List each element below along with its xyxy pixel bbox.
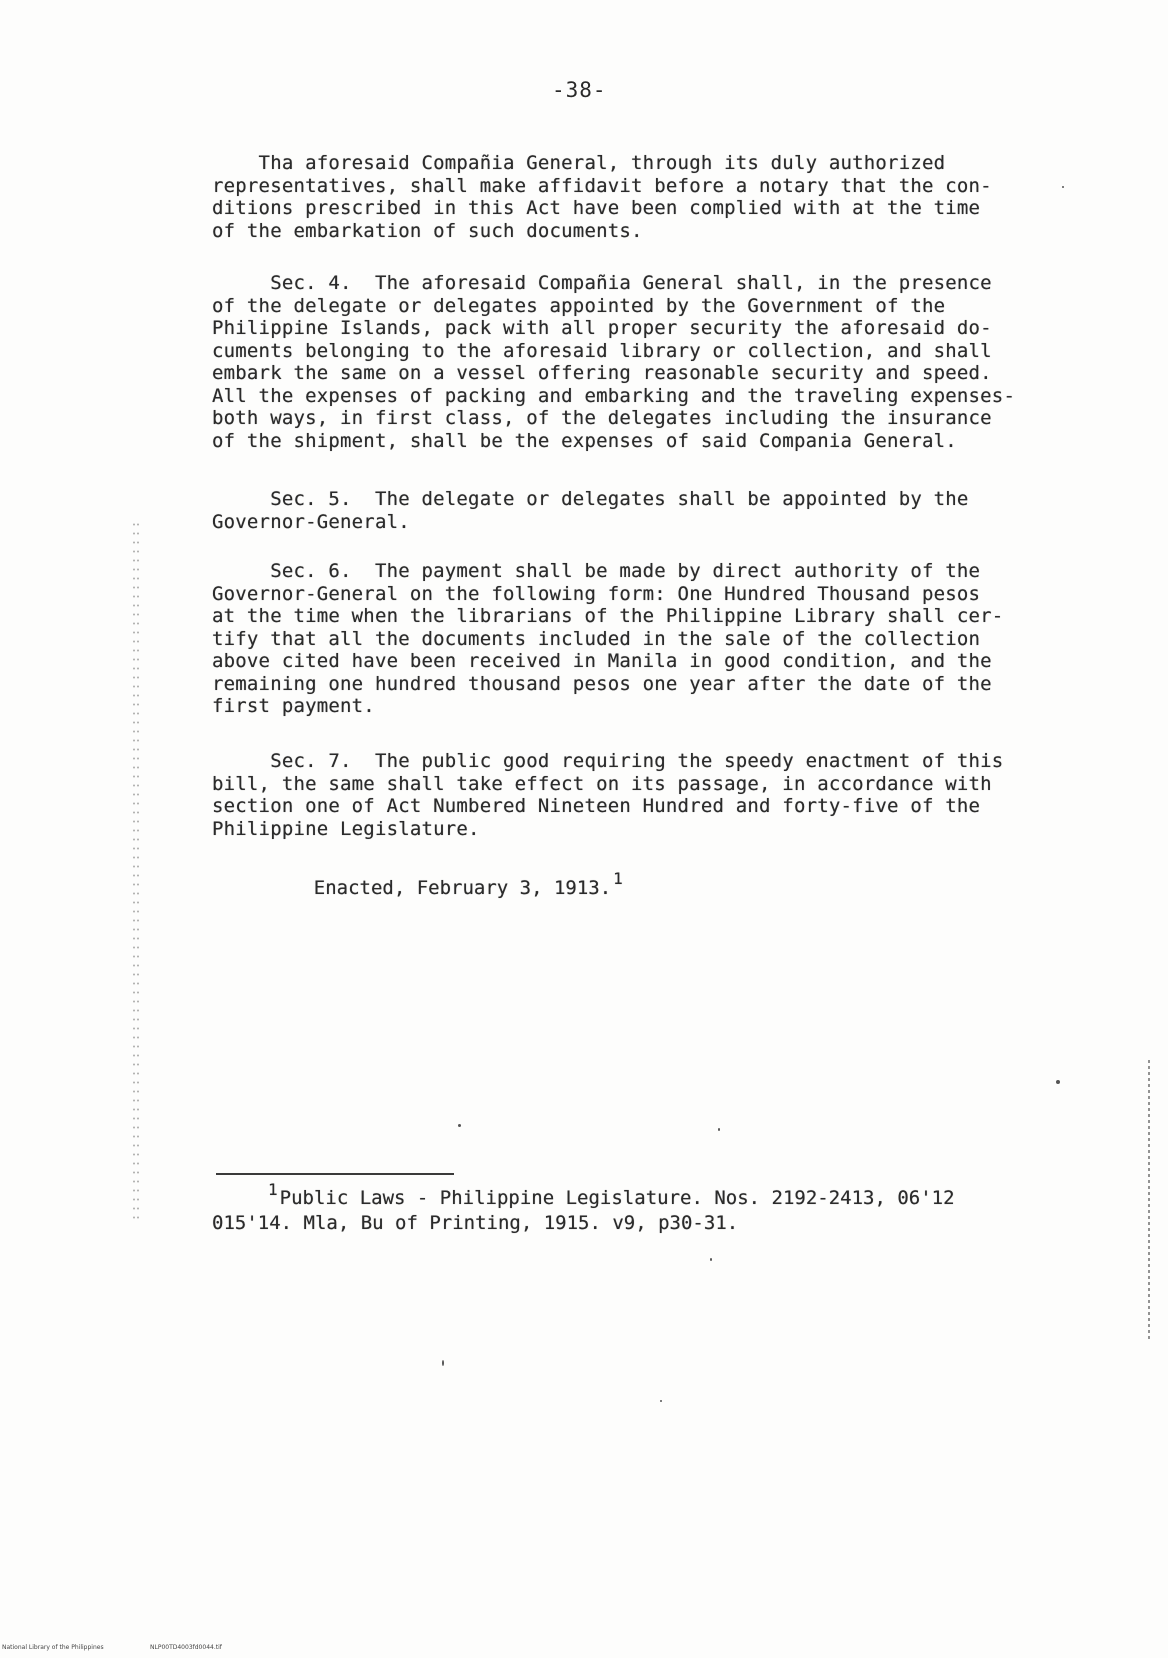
- paragraph-section-5: Sec. 5. The delegate or delegates shall be appointed by the Governor-General.: [212, 488, 969, 533]
- page-number: -38-: [552, 78, 607, 102]
- scan-speck: [458, 1124, 461, 1127]
- enactment-text: Enacted, February 3, 1913.: [268, 877, 612, 899]
- enactment-date: [268, 868, 623, 899]
- scan-speck: [710, 1258, 712, 1261]
- footnote-line-2: 015'14. Mla, Bu of Printing, 1915. v9, p30-31.: [212, 1212, 739, 1234]
- paragraph-section-4: Sec. 4. The aforesaid Compañia General shall, in the presence of the delegate or delegates appointed by the Government of the Philippine Islands, pack with all proper security the aforesaid do- cuments belonging to the aforesaid library or collection, and shall embark the same on a vessel offering reasonable security and speed. All the expenses of packing and embarking and the traveling expenses- both ways, in first class, of the delegates including the insurance of the shipment, shall be the expenses of said Compania General.: [212, 272, 1016, 452]
- scan-edge-noise-right: [1148, 1060, 1150, 1340]
- paragraph-affidavit: Tha aforesaid Compañia General, through its duly authorized representatives, shall make affidavit before a notary that the con- ditions prescribed in this Act have been complied with at the time of the embarkation of such documents.: [212, 152, 992, 242]
- scan-speck: [1062, 186, 1064, 188]
- scan-speck: [442, 1360, 444, 1366]
- footnote-reference: 1: [613, 869, 623, 888]
- scan-edge-noise-left: [132, 520, 140, 1220]
- footnote: [212, 1180, 955, 1235]
- paragraph-section-7: Sec. 7. The public good requiring the speedy enactment of this bill, the same shall take effect on its passage, in accordance with section one of Act Numbered Nineteen Hundred and forty-five of the Philippine Legislature.: [212, 750, 1004, 840]
- scan-file-id: NLP00TD4003fd0044.tif: [150, 1644, 222, 1651]
- scan-speck: [1056, 1080, 1060, 1084]
- footnote-divider: [216, 1173, 454, 1175]
- scan-speck: [718, 1128, 720, 1131]
- footnote-mark: 1: [268, 1180, 278, 1199]
- scan-speck: [660, 1400, 662, 1402]
- footnote-line-1: Public Laws - Philippine Legislature. Nos. 2192-2413, 06'12: [279, 1187, 955, 1209]
- scan-institution-label: National Library of the Philippines: [2, 1644, 104, 1651]
- paragraph-section-6: Sec. 6. The payment shall be made by direct authority of the Governor-General on the following form: One Hundred Thousand pesos at the time when the librarians of the Philippine Library shall cer- tify that all the documents included in the sale of the collection above cited have been received in Manila in good condition, and the remaining one hundred thousand pesos one year after the date of the first payment.: [212, 560, 1004, 717]
